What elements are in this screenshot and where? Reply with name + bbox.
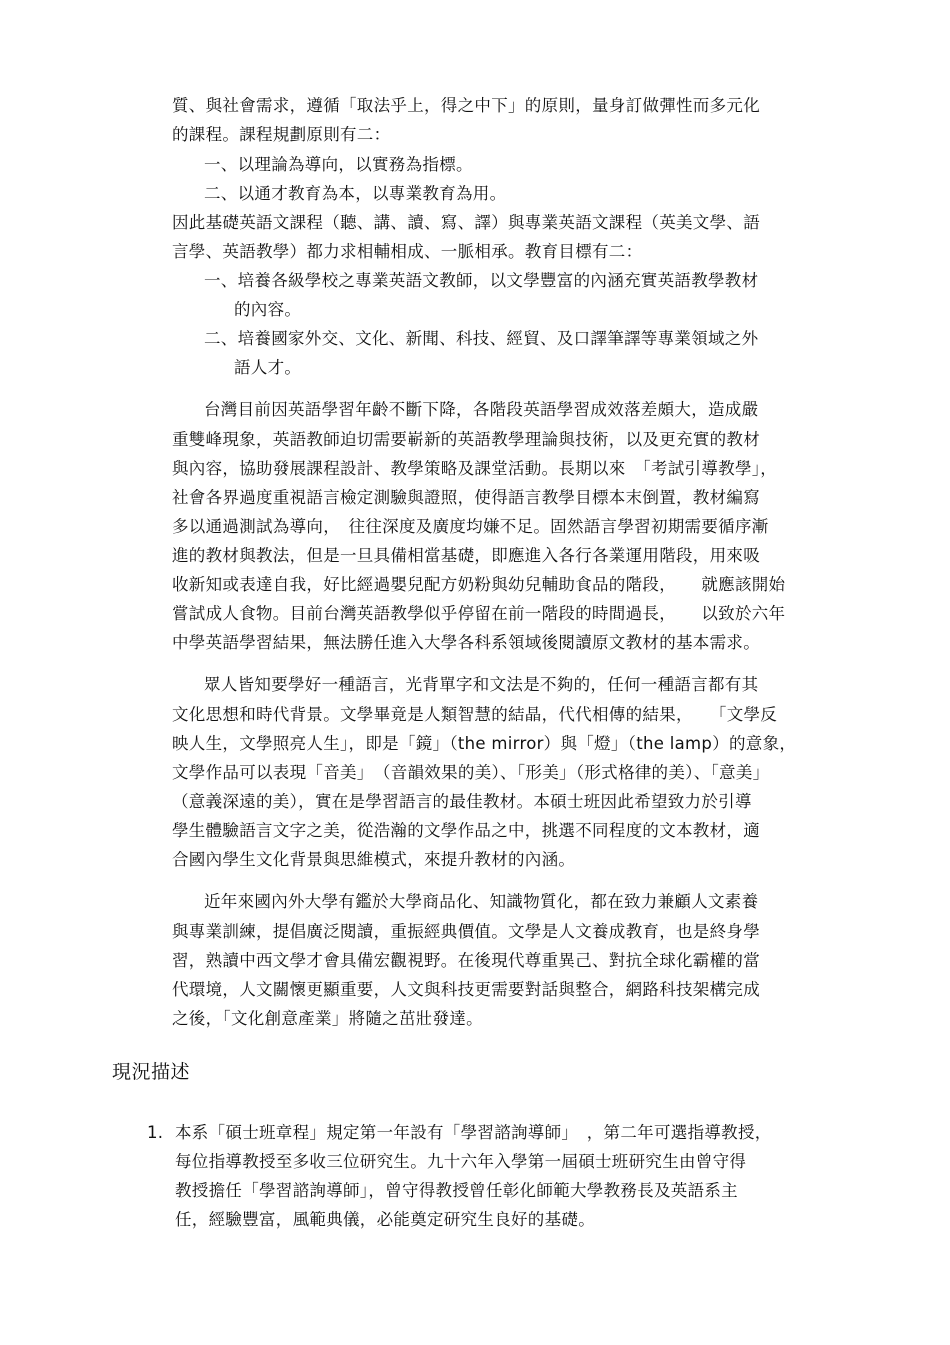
text-line: 文學作品可以表現「音美」 （音韻效果的美）、「形美」（形式格律的美）、「意美」 [172,763,770,782]
list-item-line: 任，經驗豐富，風範典儀，必能奠定研究生良好的基礎。 [175,1210,595,1229]
text-line: 進的教材與教法，但是一旦具備相當基礎，即應進入各行各業運用階段，用來吸 [172,546,760,565]
list-number: 1. [147,1123,164,1142]
text-line: 言學、英語教學）都力求相輔相成、一脈相承。教育目標有二： [172,242,643,261]
text-line: 多以通過測試為導向， 往往深度及廣度均嫌不足。固然語言學習初期需要循序漸 [172,517,769,536]
text-line: （意義深遠的美），實在是學習語言的最佳教材。本碩士班因此希望致力於引導 [172,792,752,811]
text-line: 文化思想和時代背景。文學畢竟是人類智慧的結晶，代代相傳的結果， 「文學反 [172,705,778,724]
text-line: 嘗試成人食物。目前台灣英語教學似乎停留在前一階段的時間過長， 以致於六年 [172,604,786,623]
text-line: 近年來國內外大學有鑑於大學商品化、知識物質化，都在致力兼顧人文素養 [204,892,759,911]
text-line: 之後，「文化創意產業」將隨之茁壯發達。 [172,1009,483,1028]
text-line: 合國內學生文化背景與思維模式，來提升教材的內涵。 [172,850,576,869]
text-line: 的課程。課程規劃原則有二： [172,125,391,144]
text-line: 質、與社會需求，遵循「取法乎上，得之中下」的原則，量身訂做彈性而多元化 [172,96,760,115]
list-line: 一、培養各級學校之專業英語文教師，以文學豐富的內涵充實英語教學教材 [204,271,759,290]
text-line: 重雙峰現象，英語教師迫切需要嶄新的英語教學理論與技術，以及更充實的教材 [172,430,760,449]
list-item-line: 教授擔任「學習諮詢導師」，曾守得教授曾任彰化師範大學教務長及英語系主 [175,1181,738,1200]
text-line: 與專業訓練，提倡廣泛閱讀，重振經典價值。文學是人文養成教育，也是終身學 [172,922,760,941]
text-line: 收新知或表達自我，好比經過嬰兒配方奶粉與幼兒輔助食品的階段， 就應該開始 [172,575,786,594]
list-line: 的內容。 [234,300,302,319]
text-line: 習，熟讀中西文學才會具備宏觀視野。在後現代尊重異己、對抗全球化霸權的當 [172,951,760,970]
list-line: 二、以通才教育為本，以專業教育為用。 [204,184,507,203]
list-item-line: 每位指導教授至多收三位研究生。九十六年入學第一屆碩士班研究生由曾守得 [175,1152,747,1171]
section-heading: 現況描述 [112,1061,191,1083]
text-line: 因此基礎英語文課程（聽、講、讀、寫、譯）與專業英語文課程（英美文學、語 [172,213,760,232]
list-line: 二、培養國家外交、文化、新聞、科技、經貿、及口譯筆譯等專業領域之外 [204,329,759,348]
text-line: 學生體驗語言文字之美，從浩瀚的文學作品之中，挑選不同程度的文本教材，適 [172,821,760,840]
list-line: 一、以理論為導向，以實務為指標。 [204,155,473,174]
text-line: 映人生，文學照亮人生」，即是「鏡」（the mirror）與「燈」（the lamp）的意象， [172,734,797,753]
text-line: 眾人皆知要學好一種語言，光背單字和文法是不夠的，任何一種語言都有其 [204,675,759,694]
list-line: 語人才。 [234,358,302,377]
text-line: 與內容，協助發展課程設計、教學策略及課堂活動。長期以來 「考試引導教學」， [172,459,778,478]
text-line: 代環境，人文關懷更顯重要，人文與科技更需要對話與整合，網路科技架構完成 [172,980,760,999]
text-line: 台灣目前因英語學習年齡不斷下降，各階段英語學習成效落差頗大，造成嚴 [204,400,759,419]
text-line: 社會各界過度重視語言檢定測驗與證照，使得語言教學目標本末倒置，教材編寫 [172,488,760,507]
list-item-line: 本系「碩士班章程」規定第一年設有「學習諮詢導師」 ，第二年可選指導教授， [175,1123,772,1142]
text-line: 中學英語學習結果，無法勝任進入大學各科系領域後閱讀原文教材的基本需求。 [172,633,760,652]
